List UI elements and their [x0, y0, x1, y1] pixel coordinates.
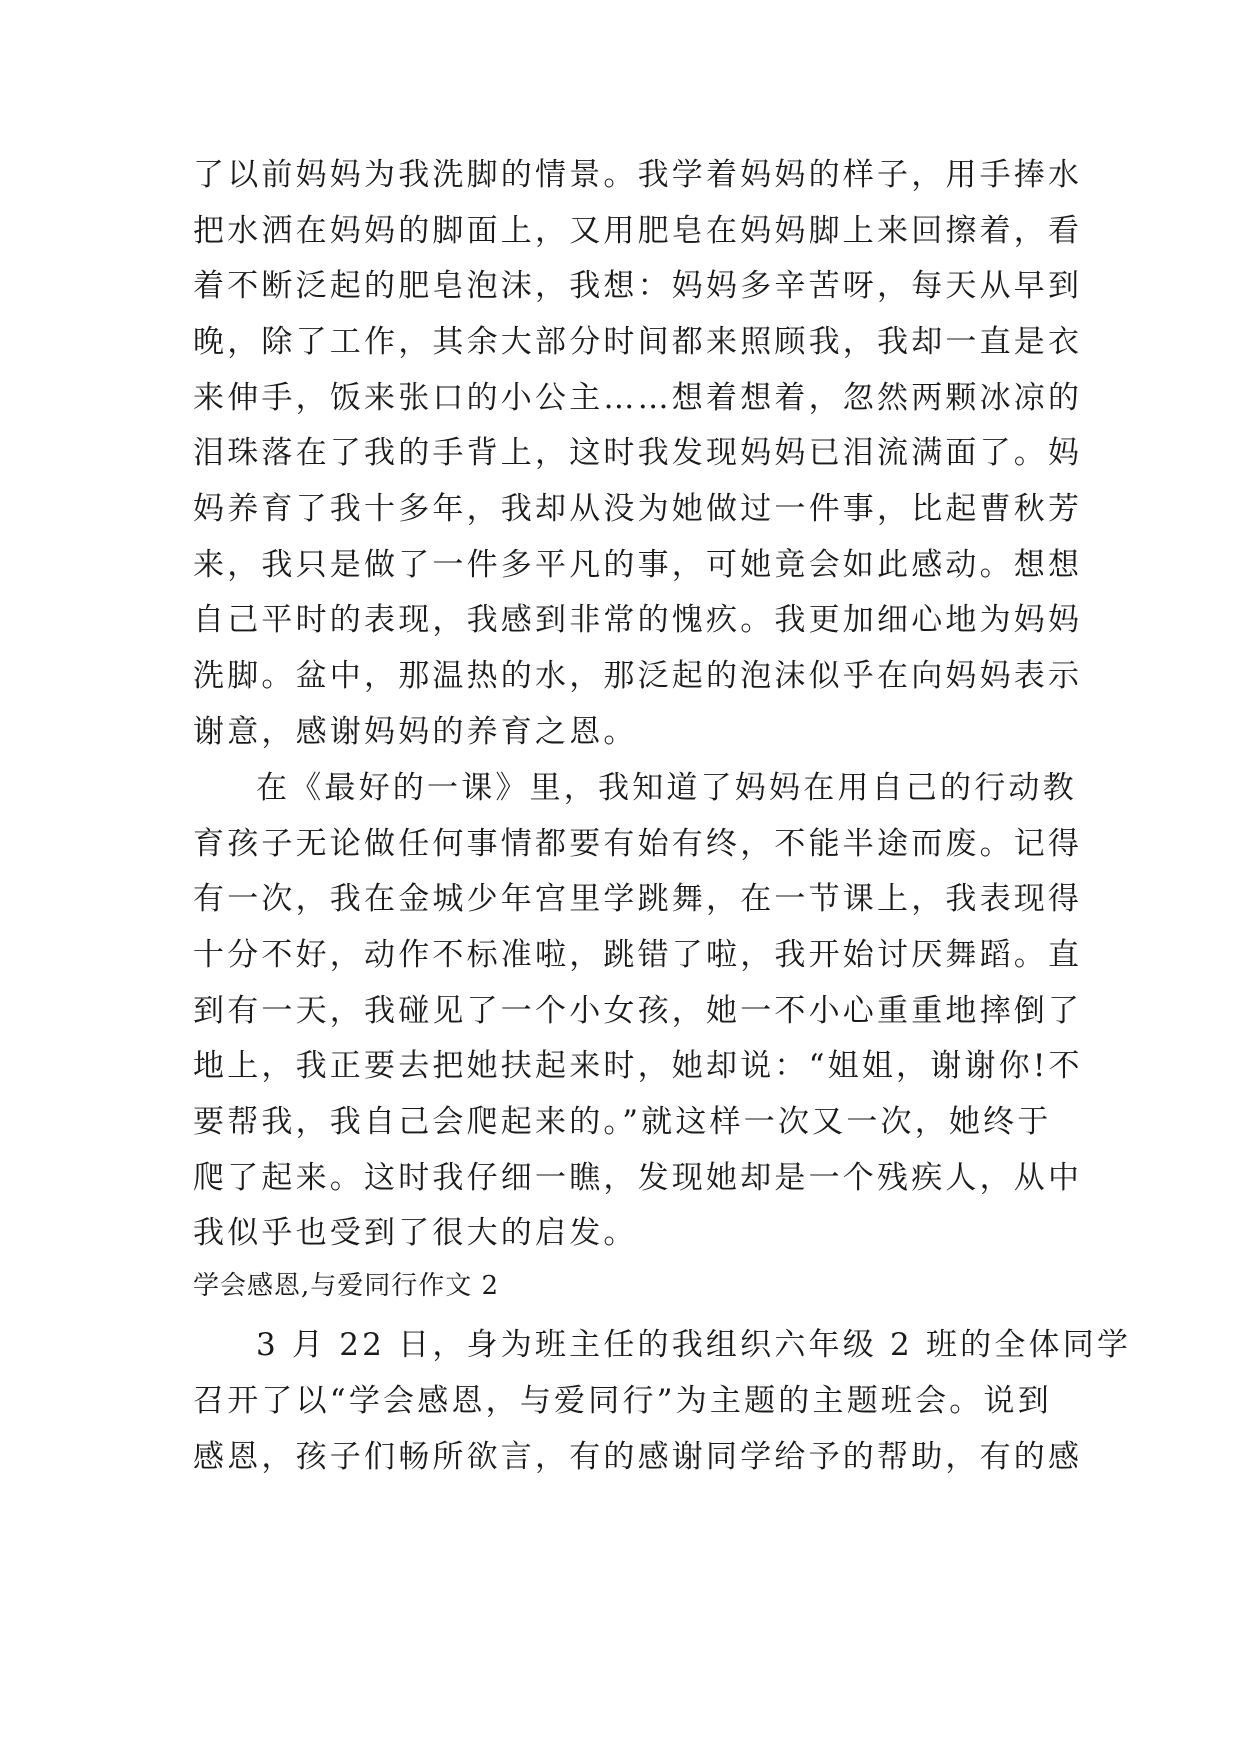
body-text-line: 有一次，我在金城少年宫里学跳舞，在一节课上，我表现得: [193, 881, 1083, 917]
body-text-line: 来，我只是做了一件多平凡的事，可她竟会如此感动。想想: [193, 547, 1083, 583]
body-text-line: 十分不好，动作不标准啦，跳错了啦，我开始讨厌舞蹈。直: [193, 937, 1083, 973]
body-text-line: 了以前妈妈为我洗脚的情景。我学着妈妈的样子，用手捧水: [193, 157, 1083, 193]
body-text-line: 召开了以“学会感恩，与爱同行”为主题的主题班会。说到: [193, 1383, 1052, 1419]
body-text-line: 晚，除了工作，其余大部分时间都来照顾我，我却一直是衣: [193, 324, 1083, 360]
body-text-line: 自己平时的表现，我感到非常的愧疚。我更加细心地为妈妈: [193, 602, 1083, 638]
paragraph-first-line: 在《最好的一课》里，我知道了妈妈在用自己的行动教: [256, 770, 1077, 806]
body-text-line: 要帮我，我自己会爬起来的。”就这样一次又一次，她终于: [193, 1104, 1052, 1140]
body-text-line: 我似乎也受到了很大的启发。: [193, 1215, 638, 1251]
body-text-line: 爬了起来。这时我仔细一瞧，发现她却是一个残疾人，从中: [193, 1160, 1083, 1196]
body-text-line: 妈养育了我十多年，我却从没为她做过一件事，比起曹秋芳: [193, 491, 1083, 527]
body-text-line: 到有一天，我碰见了一个小女孩，她一不小心重重地摔倒了: [193, 993, 1083, 1029]
body-text-line: 泪珠落在了我的手背上，这时我发现妈妈已泪流满面了。妈: [193, 435, 1083, 471]
body-text-line: 来伸手，饭来张口的小公主……想着想着，忽然两颗冰凉的: [193, 380, 1083, 416]
body-text-line: 育孩子无论做任何事情都要有始有终，不能半途而废。记得: [193, 826, 1083, 862]
paragraph-first-line: 3 月 22 日，身为班主任的我组织六年级 2 班的全体同学: [256, 1327, 1132, 1363]
body-text-line: 感恩，孩子们畅所欲言，有的感谢同学给予的帮助，有的感: [193, 1439, 1083, 1475]
section-heading: 学会感恩,与爱同行作文 2: [193, 1271, 500, 1301]
body-text-line: 谢意，感谢妈妈的养育之恩。: [193, 714, 638, 750]
body-text-line: 地上，我正要去把她扶起来时，她却说：“姐姐，谢谢你!不: [193, 1048, 1083, 1084]
body-text-line: 把水洒在妈妈的脚面上，又用肥皂在妈妈脚上来回擦着，看: [193, 213, 1083, 249]
body-text-line: 着不断泛起的肥皂泡沫，我想：妈妈多辛苦呀，每天从早到: [193, 268, 1083, 304]
body-text-line: 洗脚。盆中，那温热的水，那泛起的泡沫似乎在向妈妈表示: [193, 658, 1083, 694]
